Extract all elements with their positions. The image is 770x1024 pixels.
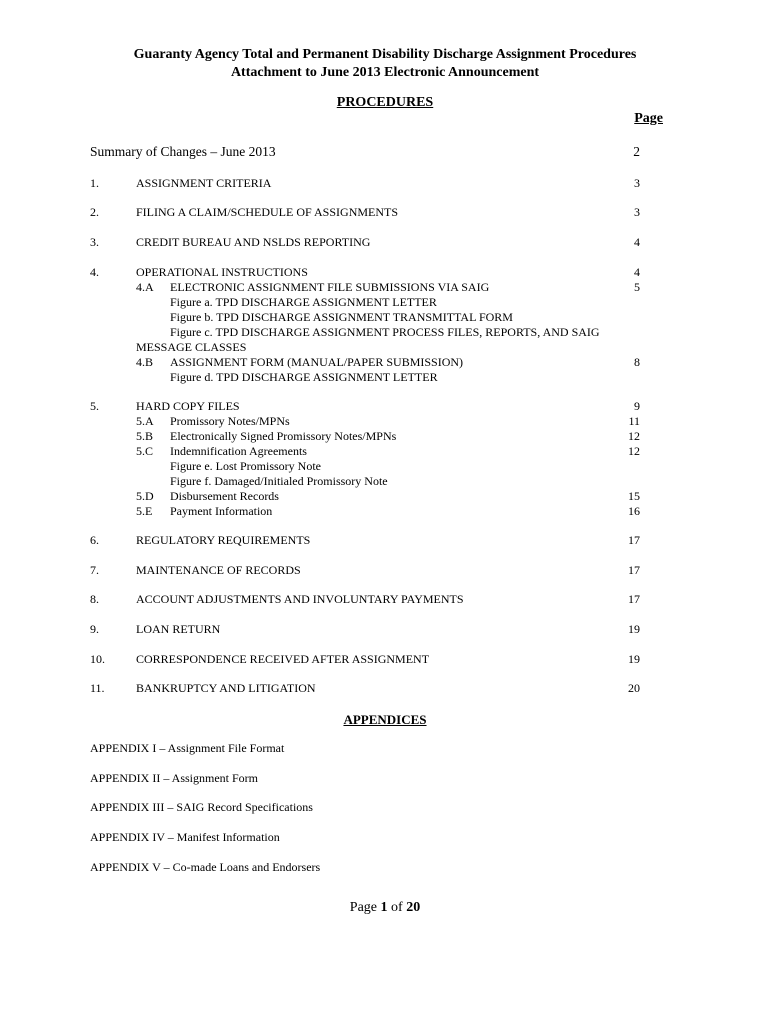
toc-number: 9. (90, 622, 99, 636)
toc-figure-b: Figure b. TPD DISCHARGE ASSIGNMENT TRANSMITTAL FORM (170, 310, 513, 324)
footer-mid: of (387, 900, 407, 915)
toc-page: 4 (634, 235, 640, 249)
toc-entry-11 (90, 681, 640, 696)
toc-page: 3 (634, 176, 640, 190)
toc-subtitle: Disbursement Records (170, 489, 279, 503)
toc-number: 4. (90, 265, 99, 279)
document-title: Guaranty Agency Total and Permanent Disability Discharge Assignment Procedures (133, 47, 637, 62)
toc-number: 7. (90, 563, 99, 577)
toc-page: 19 (628, 652, 640, 666)
toc-figure-c-continued: MESSAGE CLASSES (136, 340, 247, 354)
toc-number: 3. (90, 235, 99, 249)
toc-page: 16 (628, 504, 640, 518)
toc-entry-10 (90, 652, 640, 667)
toc-subcode: 4.A (136, 280, 154, 294)
footer-prefix: Page (349, 900, 381, 915)
toc-title: OPERATIONAL INSTRUCTIONS (136, 265, 308, 279)
toc-page: 17 (628, 563, 640, 577)
toc-entry-8 (90, 592, 640, 607)
toc-title: HARD COPY FILES (136, 399, 240, 413)
toc-title: BANKRUPTCY AND LITIGATION (136, 681, 316, 695)
toc-page: 12 (628, 429, 640, 443)
appendix-i: APPENDIX I – Assignment File Format (90, 741, 285, 755)
toc-entry-3 (90, 235, 640, 250)
page-number-footer (0, 900, 770, 916)
toc-entry-9 (90, 622, 640, 637)
toc-subcode: 5.D (136, 489, 154, 503)
toc-page: 3 (634, 205, 640, 219)
toc-subentry-5b (136, 429, 640, 444)
toc-page: 11 (628, 414, 640, 428)
toc-entry-6 (90, 533, 640, 548)
toc-subentry-4b (136, 355, 640, 370)
page-column-heading: Page (634, 111, 663, 126)
toc-subentry-5c (136, 444, 640, 459)
toc-subcode: 5.E (136, 504, 153, 518)
toc-page: 4 (634, 265, 640, 279)
footer-total-pages: 20 (406, 900, 421, 915)
toc-entry-4 (90, 265, 640, 280)
appendix-iii: APPENDIX III – SAIG Record Specifications (90, 800, 313, 814)
summary-label: Summary of Changes – June 2013 (90, 144, 276, 159)
toc-title: ACCOUNT ADJUSTMENTS AND INVOLUNTARY PAYMENTS (136, 592, 464, 606)
toc-number: 8. (90, 592, 99, 606)
toc-entry-7 (90, 563, 640, 578)
toc-figure-d: Figure d. TPD DISCHARGE ASSIGNMENT LETTER (170, 370, 438, 384)
toc-page: 12 (628, 444, 640, 458)
toc-figure-f: Figure f. Damaged/Initialed Promissory Note (170, 474, 388, 488)
toc-title: FILING A CLAIM/SCHEDULE OF ASSIGNMENTS (136, 205, 399, 219)
toc-page: 19 (628, 622, 640, 636)
toc-figure-c: Figure c. TPD DISCHARGE ASSIGNMENT PROCESS FILES, REPORTS, AND SAIG (170, 325, 600, 339)
toc-subcode: 5.C (136, 444, 154, 458)
footer-current-page: 1 (380, 900, 388, 915)
toc-subtitle: Promissory Notes/MPNs (170, 414, 290, 428)
toc-figure-e: Figure e. Lost Promissory Note (170, 459, 321, 473)
toc-title: CREDIT BUREAU AND NSLDS REPORTING (136, 235, 371, 249)
toc-number: 2. (90, 205, 99, 219)
summary-of-changes-entry (90, 144, 640, 160)
toc-subentry-5d (136, 489, 640, 504)
toc-figure-a: Figure a. TPD DISCHARGE ASSIGNMENT LETTER (170, 295, 437, 309)
toc-subcode: 5.B (136, 429, 154, 443)
toc-page: 8 (634, 355, 640, 369)
appendix-iv: APPENDIX IV – Manifest Information (90, 830, 280, 844)
toc-entry-5 (90, 399, 640, 414)
toc-title: REGULATORY REQUIREMENTS (136, 533, 311, 547)
toc-subentry-5e (136, 504, 640, 519)
toc-subtitle: Electronically Signed Promissory Notes/MPNs (170, 429, 397, 443)
appendix-v: APPENDIX V – Co-made Loans and Endorsers (90, 860, 321, 874)
toc-subtitle: Payment Information (170, 504, 273, 518)
toc-subtitle: ASSIGNMENT FORM (MANUAL/PAPER SUBMISSION) (170, 355, 464, 369)
toc-subcode: 5.A (136, 414, 154, 428)
toc-subtitle: ELECTRONIC ASSIGNMENT FILE SUBMISSIONS VIA SAIG (170, 280, 490, 294)
toc-title: LOAN RETURN (136, 622, 221, 636)
toc-subentry-4a (136, 280, 640, 295)
toc-page: 15 (628, 489, 640, 503)
toc-page: 17 (628, 592, 640, 606)
toc-number: 1. (90, 176, 99, 190)
appendices-heading: APPENDICES (343, 712, 427, 727)
appendix-ii: APPENDIX II – Assignment Form (90, 771, 259, 785)
toc-number: 6. (90, 533, 99, 547)
toc-number: 10. (90, 652, 105, 666)
toc-page: 9 (634, 399, 640, 413)
toc-page: 5 (634, 280, 640, 294)
toc-title: ASSIGNMENT CRITERIA (136, 176, 272, 190)
toc-subtitle: Indemnification Agreements (170, 444, 307, 458)
toc-title: MAINTENANCE OF RECORDS (136, 563, 301, 577)
summary-page: 2 (633, 144, 640, 159)
procedures-heading: PROCEDURES (336, 95, 434, 110)
document-subtitle: Attachment to June 2013 Electronic Announcement (230, 65, 540, 80)
toc-number: 5. (90, 399, 99, 413)
toc-subentry-5a (136, 414, 640, 429)
toc-title: CORRESPONDENCE RECEIVED AFTER ASSIGNMENT (136, 652, 430, 666)
toc-page: 20 (628, 681, 640, 695)
toc-number: 11. (90, 681, 105, 695)
toc-page: 17 (628, 533, 640, 547)
toc-entry-2 (90, 205, 640, 220)
toc-subcode: 4.B (136, 355, 154, 369)
toc-entry-1 (90, 176, 640, 191)
